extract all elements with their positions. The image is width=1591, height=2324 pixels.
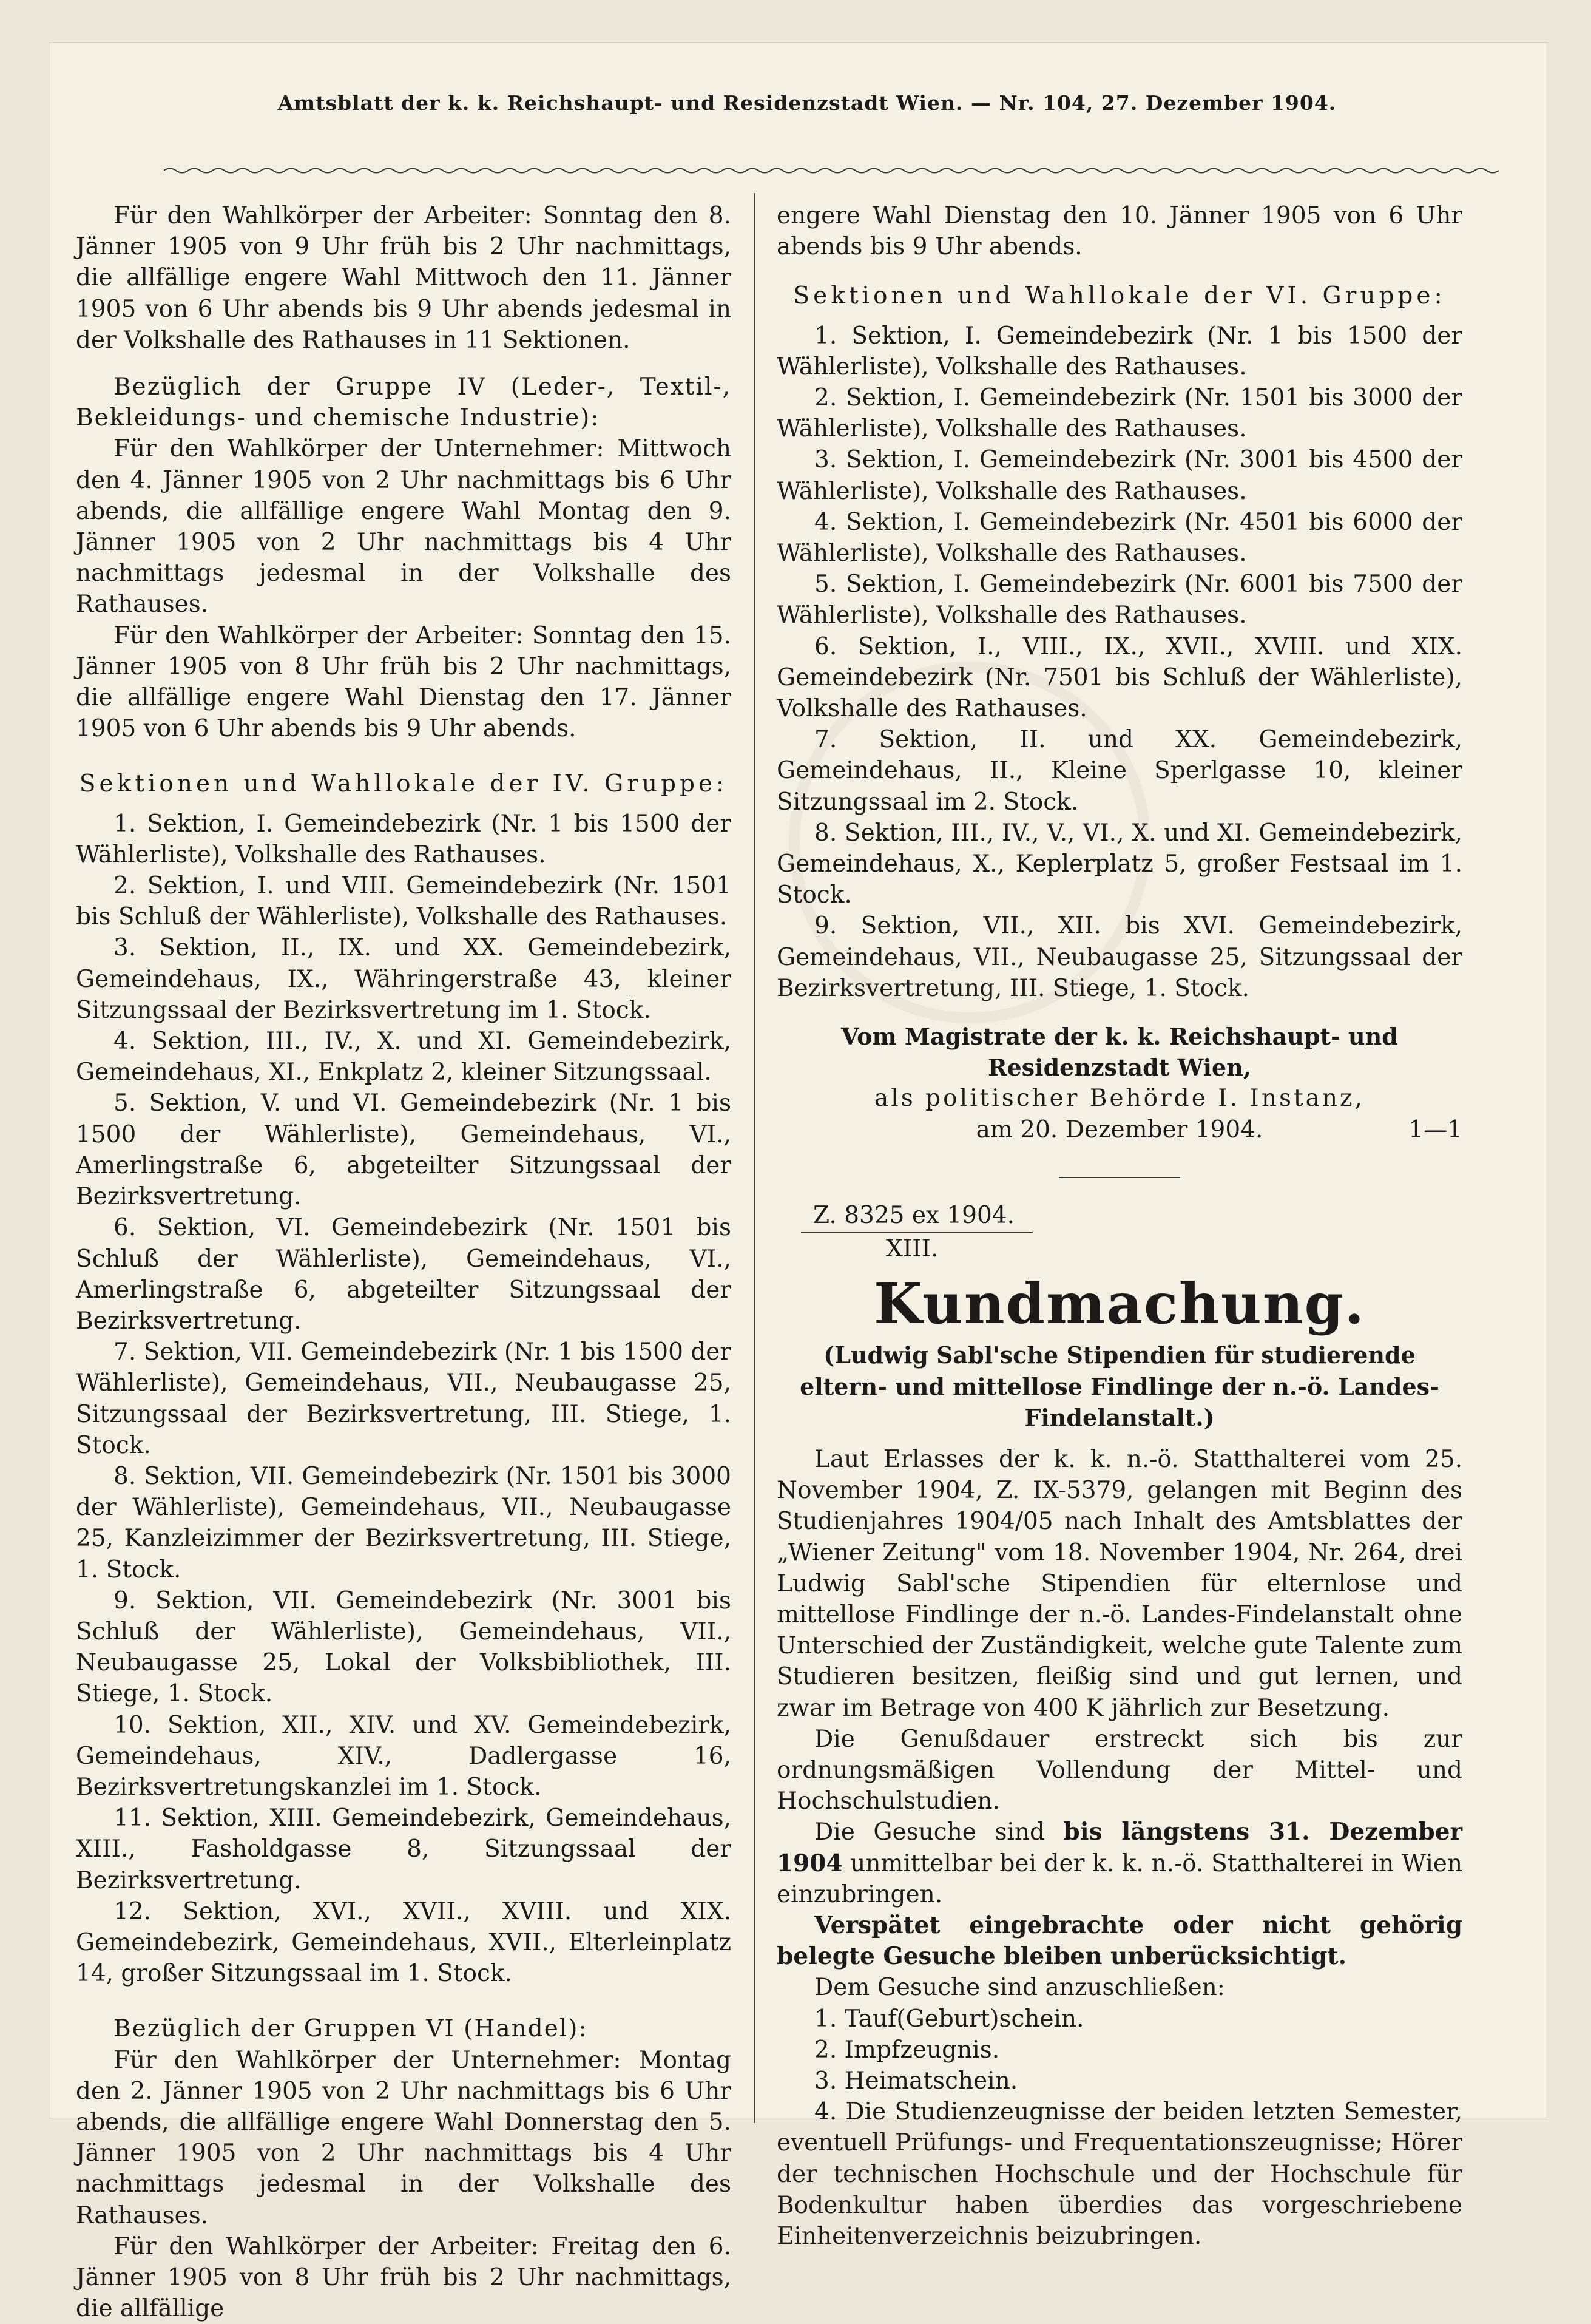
- list-item: 3. Heimatschein.: [814, 2067, 1018, 2095]
- list-item: 2. Sektion, I. und VIII. Gemeindebezirk (Nr. 1501 bis Schluß der Wählerliste), Volkshalle des Rathauses.: [76, 872, 731, 931]
- spacer: [777, 1433, 1462, 1444]
- list-item: 6. Sektion, VI. Gemeindebezirk (Nr. 1501 bis Schluß der Wählerliste), Gemeindehaus, VI., Amerlingstraße 6, abgeteilter Sitzungssaal der Bezirksvertretung.: [76, 1214, 731, 1335]
- list-item: 4. Sektion, I. Gemeindebezirk (Nr. 4501 bis 6000 der Wählerliste), Volkshalle des Rathauses.: [777, 508, 1462, 567]
- column-divider: [754, 193, 755, 2123]
- signature-role: als politischer Behörde I. Instanz,: [874, 1085, 1365, 1113]
- wavy-rule: [164, 165, 1499, 176]
- header-line: Amtsblatt der k. k. Reichshaupt- und Residenzstadt Wien. — Nr. 104, 27. Dezember 1904.: [277, 91, 1337, 115]
- warning-paragraph: Verspätet eingebrachte oder nicht gehörig belegte Gesuche bleiben unberücksichtigt.: [777, 1911, 1462, 1971]
- deadline-date: bis längstens 31. Dezember 1904: [777, 1818, 1462, 1877]
- deadline-text-a: Die Gesuche sind: [814, 1818, 1064, 1846]
- paragraph-deadline: [777, 1817, 1462, 1910]
- paragraph: Dem Gesuche sind anzuschließen:: [814, 1974, 1225, 2002]
- list-item: 3. Sektion, I. Gemeindebezirk (Nr. 3001 bis 4500 der Wählerliste), Volkshalle des Rathauses.: [777, 446, 1462, 505]
- list-item: 3. Sektion, II., IX. und XX. Gemeindebezirk, Gemeindehaus, IX., Währingerstraße 43, kleiner Sitzungssaal der Bezirksvertretung im 1. Stock.: [76, 934, 731, 1024]
- page-header: [231, 91, 1383, 158]
- paragraph: Laut Erlasses der k. k. n.-ö. Statthalterei vom 25. November 1904, Z. IX-5379, gelangen mit Beginn des Studienjahres 1904/05 nach Inhalt des Amtsblattes der „Wiener Zeitung" vom 18. November 1904, Nr. 264, drei Ludwig Sabl'sche Stipendien für elternlose und mittellose Findlinge der n.-ö. Landes-Findelanstalt ohne Unterschied der Zuständigkeit, welche gute Talente zum Studieren besitzen, fleißig sind und gut lernen, und zwar im Betrage von 400 K jährlich zur Besetzung.: [777, 1445, 1462, 1722]
- list-item: 9. Sektion, VII. Gemeindebezirk (Nr. 3001 bis Schluß der Wählerliste), Gemeindehaus, VII., Neubaugasse 25, Lokal der Volksbibliothek, III. Stiege, 1. Stock.: [76, 1587, 731, 1708]
- signature-authority: Vom Magistrate der k. k. Reichshaupt- und Residenzstadt Wien,: [841, 1023, 1398, 1082]
- sections-vi-title: Sektionen und Wahllokale der VI. Gruppe:: [793, 282, 1446, 310]
- heading-group-vi: Bezüglich der Gruppen VI (Handel):: [113, 2015, 588, 2043]
- section-rule: [1059, 1177, 1180, 1178]
- list-item: 8. Sektion, III., IV., V., VI., X. und XI. Gemeindebezirk, Gemeindehaus, X., Keplerplatz 5, großer Festsaal im 1. Stock.: [777, 819, 1462, 909]
- list-item: 8. Sektion, VII. Gemeindebezirk (Nr. 1501 bis 3000 der Wählerliste), Gemeindehaus, VII., Neubaugasse 25, Kanzleizimmer der Bezirksvertretung, III. Stiege, 1. Stock.: [76, 1462, 731, 1584]
- reference-number: Z. 8325 ex 1904.: [801, 1200, 1033, 1233]
- paragraph: Die Genußdauer erstreckt sich bis zur ordnungsmäßigen Vollendung der Mittel- und Hochschulstudien.: [777, 1725, 1462, 1815]
- signature-date: am 20. Dezember 1904.: [976, 1116, 1263, 1143]
- list-item: 2. Sektion, I. Gemeindebezirk (Nr. 1501 bis 3000 der Wählerliste), Volkshalle des Rathauses.: [777, 384, 1462, 443]
- list-item: 1. Tauf(Geburt)schein.: [814, 2005, 1084, 2033]
- list-item: 5. Sektion, I. Gemeindebezirk (Nr. 6001 bis 7500 der Wählerliste), Volkshalle des Rathauses.: [777, 571, 1462, 629]
- list-item: 12. Sektion, XVI., XVII., XVIII. und XIX. Gemeindebezirk, Gemeindehaus, XVII., Elterleinplatz 14, großer Sitzungssaal im 1. Stock.: [76, 1897, 731, 1988]
- list-item: 1. Sektion, I. Gemeindebezirk (Nr. 1 bis 1500 der Wählerliste), Volkshalle des Rathauses.: [76, 810, 731, 869]
- paragraph: Für den Wahlkörper der Unternehmer: Mittwoch den 4. Jänner 1905 von 2 Uhr nachmittags bis 6 Uhr abends, die allfällige engere Wahl Montag den 9. Jänner 1905 von 2 Uhr nachmittags bis 4 Uhr nachmittags jedesmal in der Volkshalle des Rathauses.: [76, 435, 731, 618]
- reference-block: [777, 1200, 1462, 1264]
- list-item: 10. Sektion, XII., XIV. und XV. Gemeindebezirk, Gemeindehaus, XIV., Dadlergasse 16, Bezirksvertretungskanzlei im 1. Stock.: [76, 1711, 731, 1801]
- reference-department: XIII.: [886, 1235, 939, 1263]
- deadline-text-b: unmittelbar bei der k. k. n.-ö. Statthalterei in Wien einzubringen.: [777, 1849, 1462, 1908]
- sections-iv-title: Sektionen und Wahllokale der IV. Gruppe:: [79, 770, 728, 798]
- heading-group-iv: Bezüglich der Gruppe IV (Leder-, Textil-, Bekleidungs- und chemische Industrie):: [76, 373, 731, 432]
- signature-date-line: [777, 1114, 1462, 1145]
- list-item: 9. Sektion, VII., XII. bis XVI. Gemeindebezirk, Gemeindehaus, VII., Neubaugasse 25, Sitzungssaal der Bezirksvertretung, III. Stiege, 1. Stock.: [777, 912, 1462, 1002]
- list-item: 7. Sektion, II. und XX. Gemeindebezirk, Gemeindehaus, II., Kleine Sperlgasse 10, kleiner Sitzungssaal im 2. Stock.: [777, 726, 1462, 816]
- list-item: 6. Sektion, I., VIII., IX., XVII., XVIII. und XIX. Gemeindebezirk (Nr. 7501 bis Schluß der Wählerliste), Volkshalle des Rathauses.: [777, 632, 1462, 723]
- list-item: 11. Sektion, XIII. Gemeindebezirk, Gemeindehaus, XIII., Fasholdgasse 8, Sitzungssaal der Bezirksvertretung.: [76, 1804, 731, 1894]
- paragraph: Für den Wahlkörper der Unternehmer: Montag den 2. Jänner 1905 von 2 Uhr nachmittags bis 6 Uhr abends, die allfällige engere Wahl Donnerstag den 5. Jänner 1905 von 2 Uhr nachmittags bis 4 Uhr nachmittags jedesmal in der Volkshalle des Rathauses.: [76, 2046, 731, 2229]
- paragraph: Für den Wahlkörper der Arbeiter: Sonntag den 8. Jänner 1905 von 9 Uhr früh bis 2 Uhr nachmittags, die allfällige engere Wahl Mittwoch den 11. Jänner 1905 von 6 Uhr abends bis 9 Uhr abends jedesmal in der Volkshalle des Rathauses in 11 Sektionen.: [76, 202, 731, 354]
- list-item: 2. Impfzeugnis.: [814, 2036, 1000, 2064]
- notice-subtitle: (Ludwig Sabl'sche Stipendien für studierende eltern- und mittellose Findlinge der n.-ö. Landes-Findelanstalt.): [800, 1341, 1439, 1431]
- list-item: 5. Sektion, V. und VI. Gemeindebezirk (Nr. 1 bis 1500 der Wählerliste), Gemeindehaus, VI., Amerlingstraße 6, abgeteilter Sitzungssaal der Bezirksvertretung.: [76, 1089, 731, 1211]
- paragraph: Für den Wahlkörper der Arbeiter: Freitag den 6. Jänner 1905 von 8 Uhr früh bis 2 Uhr nachmittags, die allfällige: [76, 2232, 731, 2323]
- notice-title: Kundmachung.: [873, 1271, 1366, 1337]
- left-column: [76, 200, 731, 2324]
- insertion-mark: 1—1: [1408, 1116, 1462, 1143]
- right-column: [777, 200, 1462, 2252]
- list-item: 4. Die Studienzeugnisse der beiden letzten Semester, eventuell Prüfungs- und Frequentationszeugnisse; Hörer der technischen Hochschule und der Hochschule für Bodenkultur haben überdies das vorgeschriebene Einheitenverzeichnis beizubringen.: [777, 2098, 1462, 2250]
- list-item: 4. Sektion, III., IV., X. und XI. Gemeindebezirk, Gemeindehaus, XI., Enkplatz 2, kleiner Sitzungssaal.: [76, 1028, 731, 1086]
- list-item: 7. Sektion, VII. Gemeindebezirk (Nr. 1 bis 1500 der Wählerliste), Gemeindehaus, VII., Neubaugasse 25, Sitzungssaal der Bezirksvertretung, III. Stiege, 1. Stock.: [76, 1338, 731, 1459]
- paragraph: Für den Wahlkörper der Arbeiter: Sonntag den 15. Jänner 1905 von 8 Uhr früh bis 2 Uhr nachmittags, die allfällige engere Wahl Dienstag den 17. Jänner 1905 von 6 Uhr abends bis 9 Uhr abends.: [76, 622, 731, 743]
- list-item: 1. Sektion, I. Gemeindebezirk (Nr. 1 bis 1500 der Wählerliste), Volkshalle des Rathauses.: [777, 322, 1462, 381]
- paragraph: engere Wahl Dienstag den 10. Jänner 1905 von 6 Uhr abends bis 9 Uhr abends.: [777, 202, 1462, 261]
